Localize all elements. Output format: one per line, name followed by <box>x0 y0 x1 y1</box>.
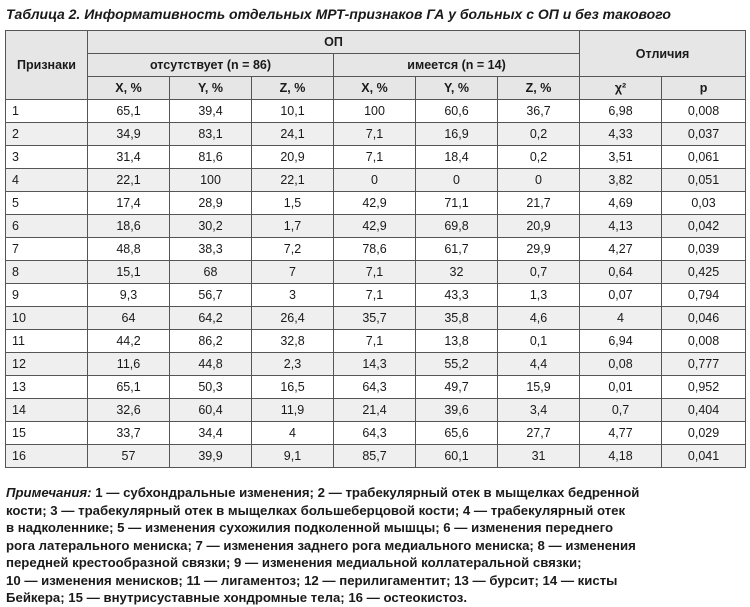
table-row <box>6 100 746 123</box>
notes-line: кости; 3 — трабекулярный отек в мыщелках большеберцовой кости; 4 — трабекулярный отек <box>6 502 626 518</box>
notes-line: Бейкера; 15 — внутрисуставные хондромные тела; 16 — остеокистоз. <box>6 590 468 605</box>
table-cell: 71,1 <box>416 192 498 215</box>
table-cell: 0,046 <box>662 307 746 330</box>
table-cell: 39,4 <box>170 100 252 123</box>
sub-header-cell: Z, % <box>252 77 334 100</box>
table-cell: 36,7 <box>498 100 580 123</box>
table-cell: 7,1 <box>334 261 416 284</box>
table-cell: 4,13 <box>580 215 662 238</box>
row-feature-number: 13 <box>6 376 88 399</box>
table-cell: 0,2 <box>498 146 580 169</box>
table-cell: 64,3 <box>334 422 416 445</box>
table-cell: 61,7 <box>416 238 498 261</box>
table-cell: 4,6 <box>498 307 580 330</box>
table-cell: 42,9 <box>334 215 416 238</box>
table-cell: 4,69 <box>580 192 662 215</box>
table-cell: 0,01 <box>580 376 662 399</box>
table-cell: 22,1 <box>88 169 170 192</box>
table-cell: 100 <box>334 100 416 123</box>
table-cell: 3,82 <box>580 169 662 192</box>
table-cell: 21,7 <box>498 192 580 215</box>
table-cell: 0 <box>334 169 416 192</box>
table-cell: 3 <box>252 284 334 307</box>
table-cell: 69,8 <box>416 215 498 238</box>
row-feature-number: 5 <box>6 192 88 215</box>
table-caption <box>6 6 671 22</box>
table-cell: 35,8 <box>416 307 498 330</box>
table-cell: 0,042 <box>662 215 746 238</box>
table-cell: 20,9 <box>252 146 334 169</box>
table-cell: 65,1 <box>88 100 170 123</box>
table-cell: 7,1 <box>334 146 416 169</box>
table-row <box>6 445 746 468</box>
table-cell: 0,1 <box>498 330 580 353</box>
table-cell: 32 <box>416 261 498 284</box>
table-cell: 0,08 <box>580 353 662 376</box>
table-cell: 34,4 <box>170 422 252 445</box>
table-row <box>6 169 746 192</box>
table-cell: 32,8 <box>252 330 334 353</box>
table-row <box>6 330 746 353</box>
table-cell: 11,6 <box>88 353 170 376</box>
table-cell: 11,9 <box>252 399 334 422</box>
caption-label: Таблица 2. <box>6 6 81 22</box>
table-cell: 0 <box>498 169 580 192</box>
table-cell: 31 <box>498 445 580 468</box>
data-table <box>5 30 746 468</box>
table-cell: 0,051 <box>662 169 746 192</box>
notes-line: 10 — изменения менисков; 11 — лигаментоз; 12 — перилигаментит; 13 — бурсит; 14 — кисты <box>6 572 618 588</box>
table-cell: 4,27 <box>580 238 662 261</box>
table-cell: 6,94 <box>580 330 662 353</box>
table-cell: 78,6 <box>334 238 416 261</box>
table-cell: 64,2 <box>170 307 252 330</box>
table-row <box>6 307 746 330</box>
table-cell: 7,1 <box>334 284 416 307</box>
row-feature-number: 12 <box>6 353 88 376</box>
sub-header-cell: χ² <box>580 77 662 100</box>
table-row <box>6 123 746 146</box>
table-cell: 0,029 <box>662 422 746 445</box>
table-cell: 1,7 <box>252 215 334 238</box>
table-cell: 0,777 <box>662 353 746 376</box>
table-cell: 0,037 <box>662 123 746 146</box>
header-row-3 <box>6 77 746 100</box>
table-cell: 65,1 <box>88 376 170 399</box>
row-feature-number: 16 <box>6 445 88 468</box>
notes-line: рога латерального мениска; 7 — изменения заднего рога медиального мениска; 8 — изменения <box>6 537 636 553</box>
table-cell: 0,041 <box>662 445 746 468</box>
header-present: имеется (n = 14) <box>334 54 580 77</box>
table-cell: 15,1 <box>88 261 170 284</box>
table-cell: 30,2 <box>170 215 252 238</box>
notes-line: передней крестообразной связки; 9 — изменения медиальной коллатеральной связки; <box>6 555 582 570</box>
table-cell: 0,794 <box>662 284 746 307</box>
table-cell: 0,039 <box>662 238 746 261</box>
table-cell: 44,2 <box>88 330 170 353</box>
table-cell: 42,9 <box>334 192 416 215</box>
table-row <box>6 422 746 445</box>
table-cell: 7,2 <box>252 238 334 261</box>
table-row <box>6 238 746 261</box>
table-cell: 83,1 <box>170 123 252 146</box>
table-cell: 22,1 <box>252 169 334 192</box>
table-cell: 33,7 <box>88 422 170 445</box>
table-cell: 6,98 <box>580 100 662 123</box>
table-cell: 20,9 <box>498 215 580 238</box>
table-cell: 0,061 <box>662 146 746 169</box>
table-cell: 68 <box>170 261 252 284</box>
table-cell: 29,9 <box>498 238 580 261</box>
table-cell: 64,3 <box>334 376 416 399</box>
table-cell: 4 <box>580 307 662 330</box>
table-cell: 9,1 <box>252 445 334 468</box>
table-notes <box>6 484 744 607</box>
header-features: Признаки <box>6 31 88 100</box>
table-cell: 4 <box>252 422 334 445</box>
row-feature-number: 9 <box>6 284 88 307</box>
table-cell: 50,3 <box>170 376 252 399</box>
table-cell: 0,008 <box>662 100 746 123</box>
table-cell: 9,3 <box>88 284 170 307</box>
table-row <box>6 146 746 169</box>
table-cell: 7 <box>252 261 334 284</box>
table-cell: 60,4 <box>170 399 252 422</box>
sub-header-cell: X, % <box>334 77 416 100</box>
notes-line: 1 — субхондральные изменения; 2 — трабекулярный отек в мыщелках бедренной <box>95 485 640 500</box>
table-cell: 100 <box>170 169 252 192</box>
table-cell: 0,7 <box>580 399 662 422</box>
table-cell: 65,6 <box>416 422 498 445</box>
table-cell: 4,33 <box>580 123 662 146</box>
table-cell: 38,3 <box>170 238 252 261</box>
table-cell: 18,6 <box>88 215 170 238</box>
row-feature-number: 4 <box>6 169 88 192</box>
row-feature-number: 11 <box>6 330 88 353</box>
table-row <box>6 399 746 422</box>
table-cell: 1,3 <box>498 284 580 307</box>
table-cell: 13,8 <box>416 330 498 353</box>
table-cell: 1,5 <box>252 192 334 215</box>
row-feature-number: 10 <box>6 307 88 330</box>
table-cell: 0,03 <box>662 192 746 215</box>
header-differences: Отличия <box>580 31 746 77</box>
sub-header-cell: Y, % <box>416 77 498 100</box>
table-cell: 16,5 <box>252 376 334 399</box>
table-cell: 4,18 <box>580 445 662 468</box>
table-row <box>6 376 746 399</box>
table-cell: 28,9 <box>170 192 252 215</box>
header-row-1 <box>6 31 746 54</box>
table-row <box>6 284 746 307</box>
table-row <box>6 192 746 215</box>
table-cell: 55,2 <box>416 353 498 376</box>
table-cell: 14,3 <box>334 353 416 376</box>
notes-lead: Примечания: <box>6 485 92 500</box>
table-cell: 34,9 <box>88 123 170 146</box>
table-cell: 35,7 <box>334 307 416 330</box>
sub-header-cell: X, % <box>88 77 170 100</box>
table-cell: 85,7 <box>334 445 416 468</box>
table-cell: 0,404 <box>662 399 746 422</box>
table-cell: 86,2 <box>170 330 252 353</box>
table-cell: 3,51 <box>580 146 662 169</box>
table-cell: 10,1 <box>252 100 334 123</box>
caption-text: Информативность отдельных МРТ-признаков ГА у больных с ОП и без такового <box>84 6 671 22</box>
table-cell: 27,7 <box>498 422 580 445</box>
table-cell: 7,1 <box>334 123 416 146</box>
table-cell: 17,4 <box>88 192 170 215</box>
table-cell: 0,07 <box>580 284 662 307</box>
row-feature-number: 3 <box>6 146 88 169</box>
table-cell: 48,8 <box>88 238 170 261</box>
table-cell: 0,425 <box>662 261 746 284</box>
table-cell: 4,77 <box>580 422 662 445</box>
table-body <box>6 100 746 468</box>
table-cell: 60,1 <box>416 445 498 468</box>
table-cell: 24,1 <box>252 123 334 146</box>
table-cell: 81,6 <box>170 146 252 169</box>
row-feature-number: 2 <box>6 123 88 146</box>
row-feature-number: 1 <box>6 100 88 123</box>
table-cell: 18,4 <box>416 146 498 169</box>
table-cell: 43,3 <box>416 284 498 307</box>
table-cell: 49,7 <box>416 376 498 399</box>
row-feature-number: 6 <box>6 215 88 238</box>
table-cell: 64 <box>88 307 170 330</box>
table-cell: 39,6 <box>416 399 498 422</box>
table-cell: 0,64 <box>580 261 662 284</box>
table-cell: 0,2 <box>498 123 580 146</box>
row-feature-number: 8 <box>6 261 88 284</box>
table-row <box>6 261 746 284</box>
header-op: ОП <box>88 31 580 54</box>
row-feature-number: 14 <box>6 399 88 422</box>
table-cell: 2,3 <box>252 353 334 376</box>
table-cell: 26,4 <box>252 307 334 330</box>
table-cell: 0,952 <box>662 376 746 399</box>
table-cell: 0 <box>416 169 498 192</box>
table-cell: 32,6 <box>88 399 170 422</box>
sub-header-cell: Y, % <box>170 77 252 100</box>
table-cell: 16,9 <box>416 123 498 146</box>
table-cell: 39,9 <box>170 445 252 468</box>
table-row <box>6 353 746 376</box>
table-cell: 0,7 <box>498 261 580 284</box>
row-feature-number: 15 <box>6 422 88 445</box>
table-cell: 4,4 <box>498 353 580 376</box>
row-feature-number: 7 <box>6 238 88 261</box>
table-cell: 21,4 <box>334 399 416 422</box>
table-cell: 57 <box>88 445 170 468</box>
sub-header-cell: Z, % <box>498 77 580 100</box>
table-cell: 31,4 <box>88 146 170 169</box>
table-row <box>6 215 746 238</box>
sub-header-cell: p <box>662 77 746 100</box>
header-absent: отсутствует (n = 86) <box>88 54 334 77</box>
table-cell: 56,7 <box>170 284 252 307</box>
table-cell: 60,6 <box>416 100 498 123</box>
table-cell: 7,1 <box>334 330 416 353</box>
table-cell: 15,9 <box>498 376 580 399</box>
table-cell: 0,008 <box>662 330 746 353</box>
table-cell: 44,8 <box>170 353 252 376</box>
table-cell: 3,4 <box>498 399 580 422</box>
notes-body <box>6 485 639 605</box>
notes-line: в надколеннике; 5 — изменения сухожилия подколенной мышцы; 6 — изменения переднего <box>6 520 614 535</box>
